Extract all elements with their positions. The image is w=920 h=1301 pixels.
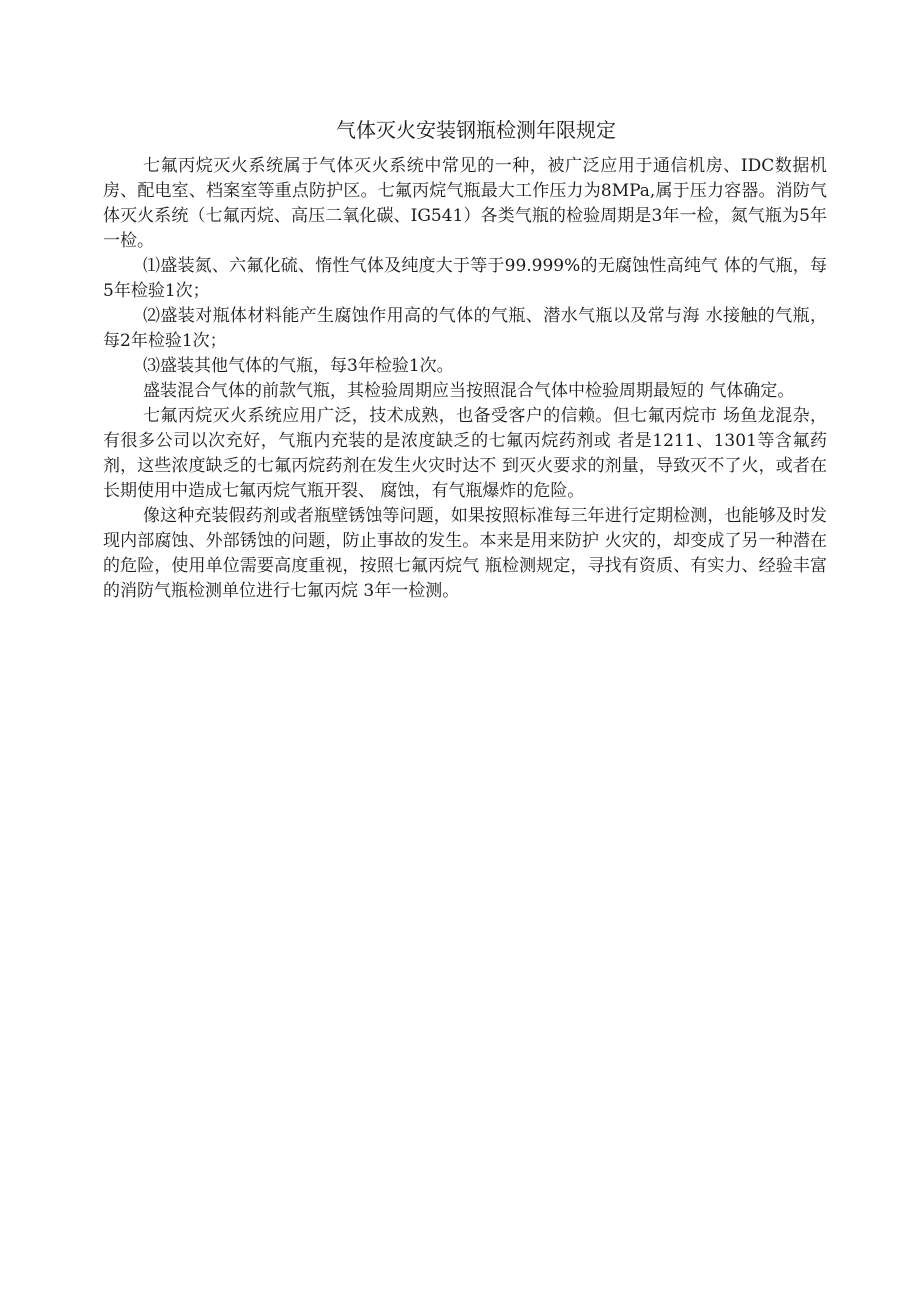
- paragraph-intro: 七氟丙烷灭火系统属于气体灭火系统中常见的一种，被广泛应用于通信机房、IDC数据机房、配电室、档案室等重点防护区。七氟丙烷气瓶最大工作压力为8MPa,属于压力容器。消防气体灭火系统（七氟丙烷、高压二氧化碳、IG541）各类气瓶的检验周期是3年一检，氮气瓶为5年一检。: [103, 156, 827, 251]
- document-body: [103, 154, 827, 604]
- list-item-3: ⑶盛装其他气体的气瓶，每3年检验1次。: [143, 356, 454, 376]
- list-item-2: ⑵盛装对瓶体材料能产生腐蚀作用高的气体的气瓶、潜水气瓶以及常与海 水接触的气瓶，每2年检验1次；: [103, 306, 827, 351]
- document-title: 气体灭火安装钢瓶检测年限规定: [336, 118, 616, 142]
- list-item-1: ⑴盛装氮、六氟化硫、惰性气体及纯度大于等于99.999%的无腐蚀性高纯气 体的气瓶，每5年检验1次；: [103, 256, 827, 301]
- paragraph-mixed-gas: 盛装混合气体的前款气瓶，其检验周期应当按照混合气体中检验周期最短的 气体确定。: [143, 381, 795, 401]
- paragraph-market: 七氟丙烷灭火系统应用广泛，技术成熟，也备受客户的信赖。但七氟丙烷市 场鱼龙混杂，有很多公司以次充好，气瓶内充装的是浓度缺乏的七氟丙烷药剂或 者是1211、1301等含氟药剂，这些浓度缺乏的七氟丙烷药剂在发生火灾时达不 到灭火要求的剂量，导致灭不了火，或者在长期使用中造成七氟丙烷气瓶开裂、 腐蚀，有气瓶爆炸的危险。: [103, 406, 827, 501]
- paragraph-conclusion: 像这种充装假药剂或者瓶壁锈蚀等问题，如果按照标准每三年进行定期检测，也能够及时发现内部腐蚀、外部锈蚀的问题，防止事故的发生。本来是用来防护 火灾的，却变成了另一种潜在的危险，使用单位需要高度重视，按照七氟丙烷气 瓶检测规定，寻找有资质、有实力、经验丰富的消防气瓶检测单位进行七氟丙烷 3年一检测。: [103, 506, 827, 601]
